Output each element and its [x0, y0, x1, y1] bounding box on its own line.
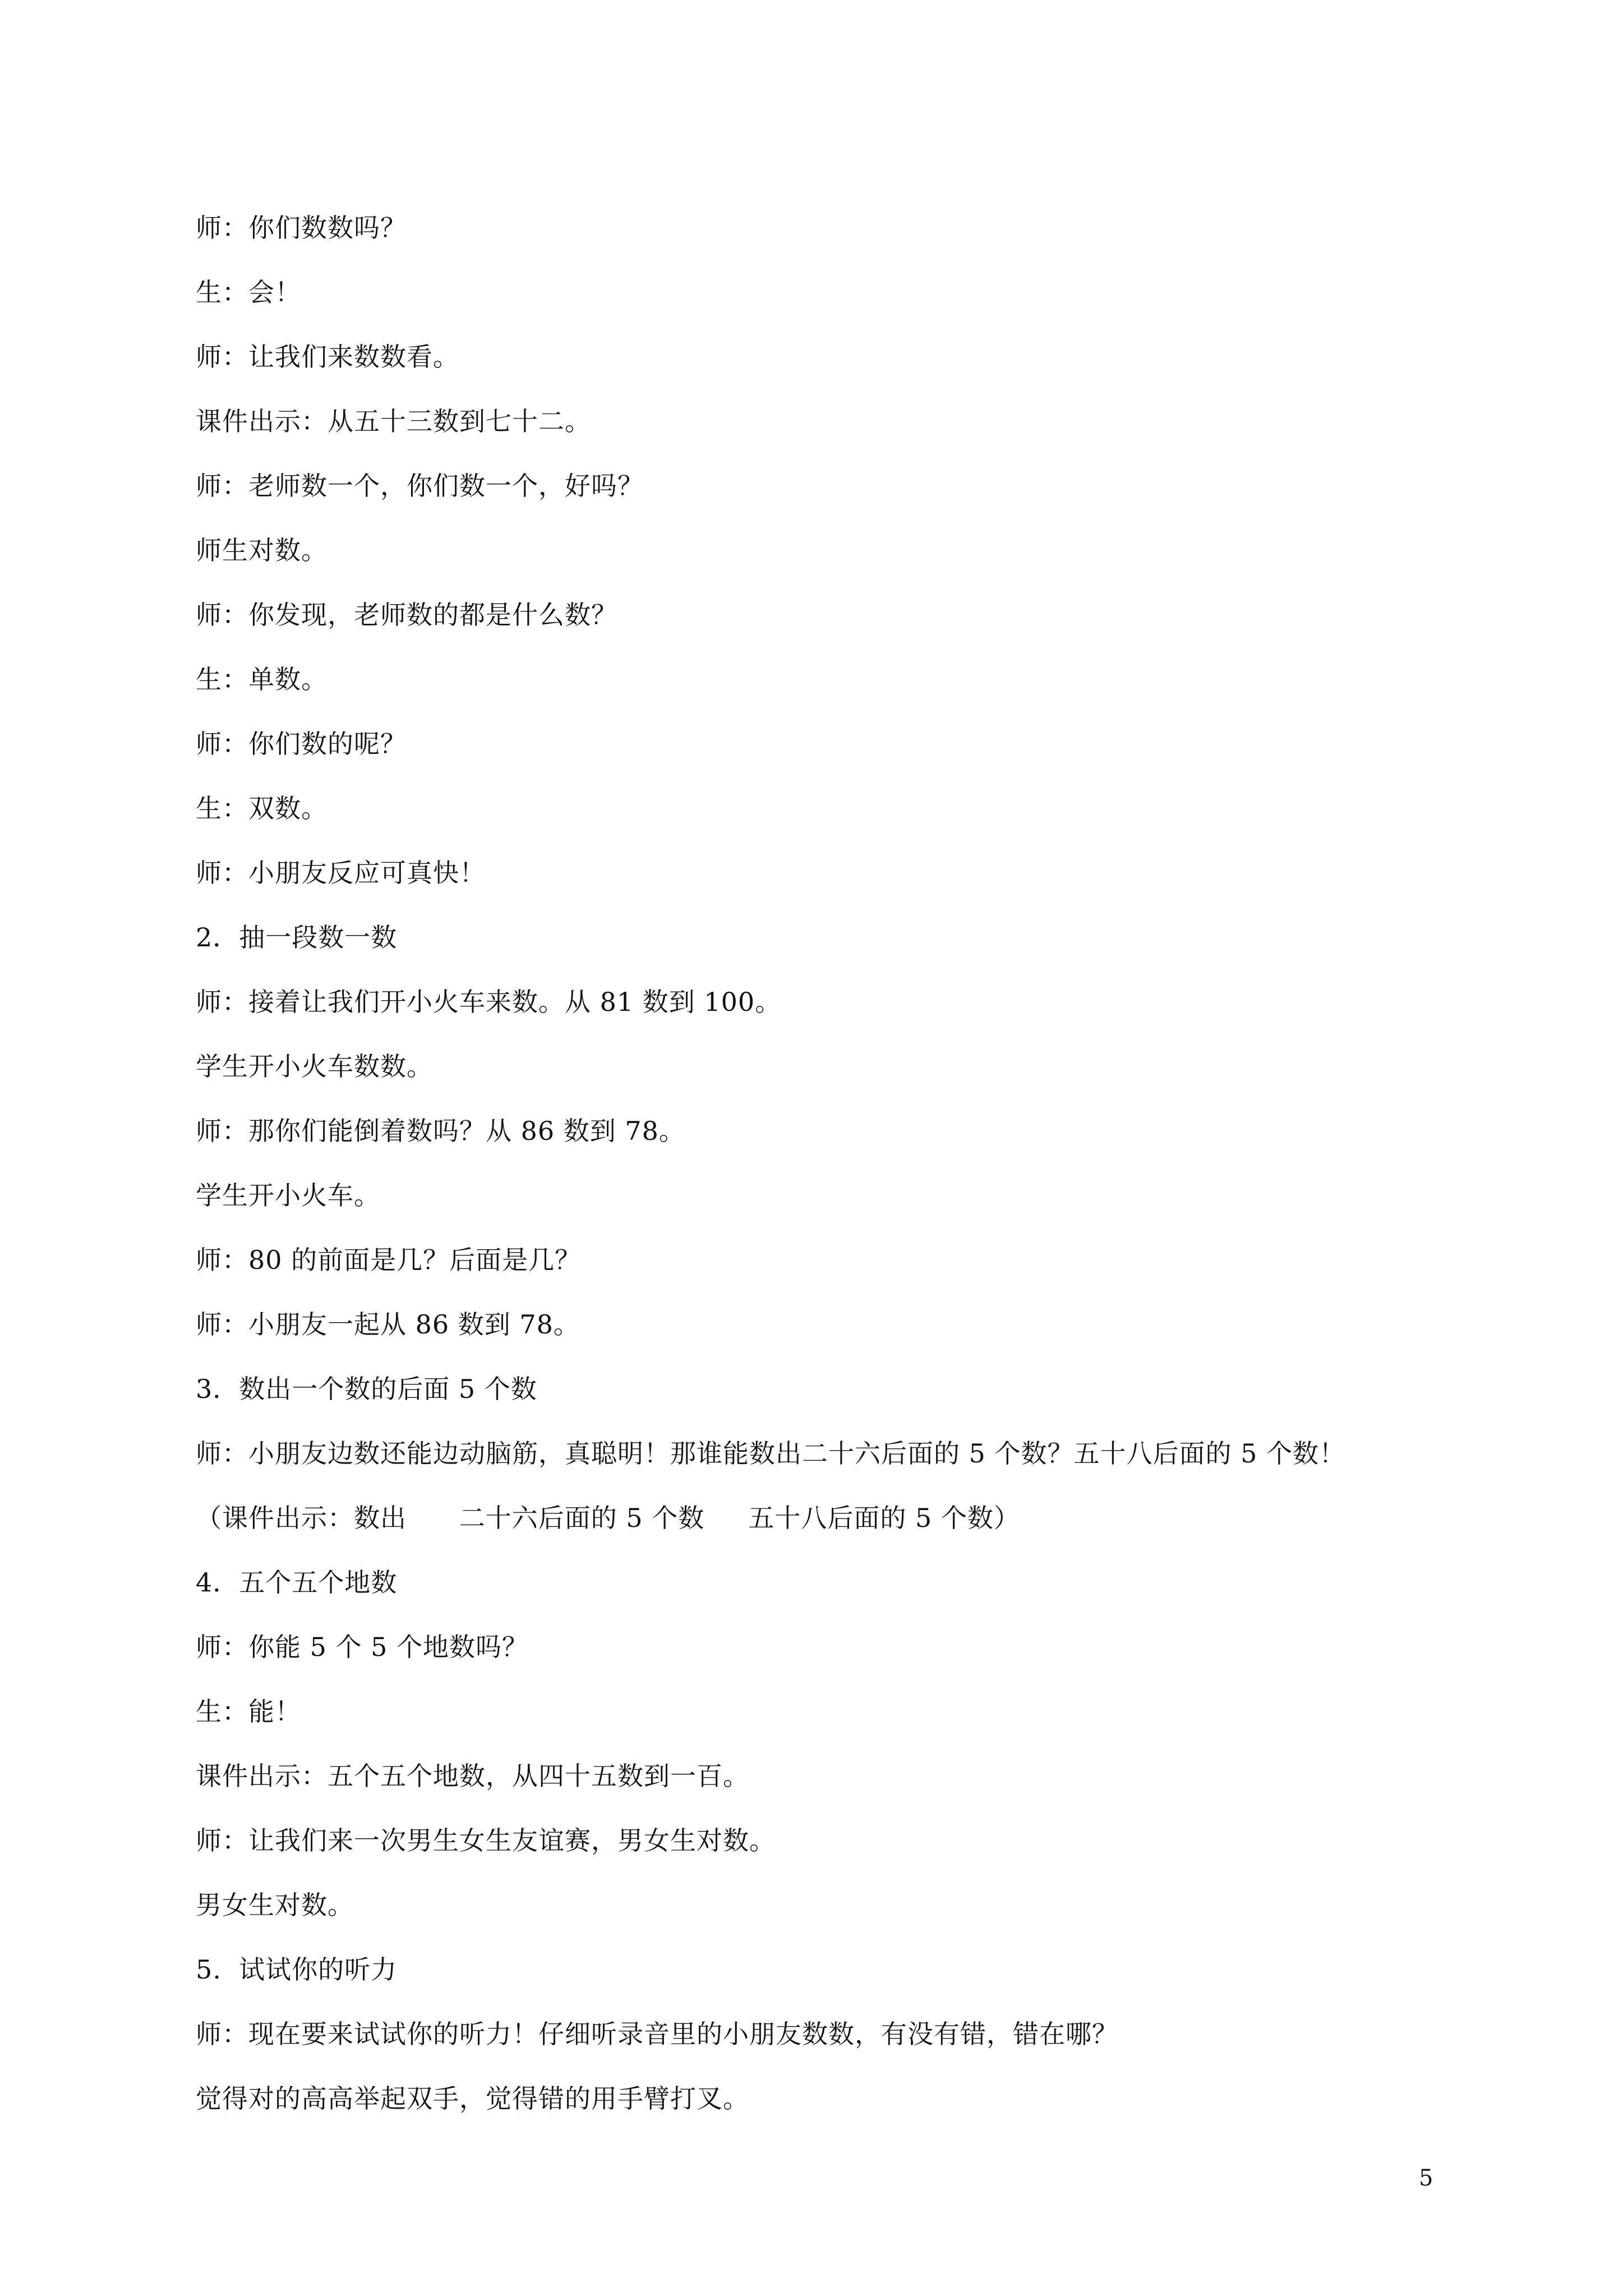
text-line: （课件出示：数出 二十六后面的 5 个数 五十八后面的 5 个数）	[196, 1503, 1020, 1533]
section-heading: 4．五个五个地数	[196, 1567, 398, 1598]
text-line: 男女生对数。	[196, 1890, 354, 1920]
text-line: 师：老师数一个，你们数一个，好吗？	[196, 471, 644, 501]
text-line: 师：现在要来试试你的听力！仔细听录音里的小朋友数数，有没有错，错在哪？	[196, 2019, 1118, 2049]
text-line: 师：你们数的呢？	[196, 729, 407, 759]
text-line: 生：会！	[196, 277, 301, 307]
text-line: 生：单数。	[196, 664, 328, 694]
text-line: 师：小朋友边数还能边动脑筋，真聪明！那谁能数出二十六后面的 5 个数？五十八后面的 5 个数！	[196, 1438, 1346, 1469]
text-line: 师：你能 5 个 5 个地数吗？	[196, 1632, 529, 1662]
text-line: 学生开小火车。	[196, 1180, 380, 1211]
text-line: 师：小朋友一起从 86 数到 78。	[196, 1309, 580, 1340]
section-heading: 2．抽一段数一数	[196, 922, 398, 953]
text-line: 师：你们数数吗？	[196, 213, 407, 243]
section-heading: 5. 试试你的听力	[196, 1954, 398, 1985]
text-line: 觉得对的高高举起双手，觉得错的用手臂打叉。	[196, 2083, 749, 2114]
text-line: 师：那你们能倒着数吗？从 86 数到 78。	[196, 1116, 685, 1146]
text-line: 师：让我们来一次男生女生友谊赛，男女生对数。	[196, 1825, 776, 1856]
text-line: 生：双数。	[196, 793, 328, 823]
text-line: 师：让我们来数数看。	[196, 342, 459, 372]
text-line: 师生对数。	[196, 535, 328, 565]
page-number: 5	[1419, 2165, 1433, 2191]
text-line: 师：接着让我们开小火车来数。从 81 数到 100。	[196, 987, 782, 1017]
text-line: 课件出示：五个五个地数，从四十五数到一百。	[196, 1761, 749, 1791]
text-line: 学生开小火车数数。	[196, 1051, 433, 1082]
text-line: 课件出示：从五十三数到七十二。	[196, 406, 591, 436]
text-line: 生：能！	[196, 1696, 301, 1727]
text-line: 师：80 的前面是几？后面是几？	[196, 1245, 582, 1275]
text-line: 师：小朋友反应可真快！	[196, 858, 486, 888]
body-text	[196, 206, 1458, 2142]
text-line: 师：你发现，老师数的都是什么数？	[196, 600, 617, 630]
section-heading: 3．数出一个数的后面 5 个数	[196, 1374, 537, 1404]
